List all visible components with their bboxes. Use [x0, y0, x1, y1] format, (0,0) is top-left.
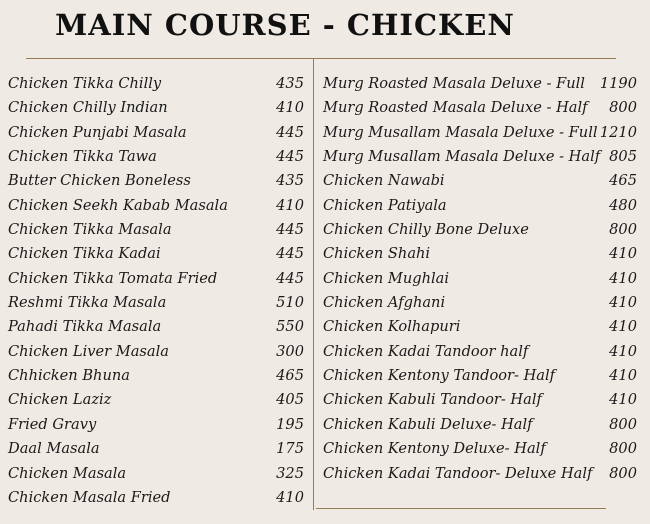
menu-item-name: Murg Roasted Masala Deluxe - Half — [323, 99, 588, 117]
menu-item-name: Reshmi Tikka Masala — [8, 294, 167, 312]
menu-item — [323, 145, 637, 169]
menu-item-name: Chicken Kabuli Deluxe- Half — [323, 415, 533, 433]
menu-item-price: 410 — [276, 99, 304, 117]
menu-item-price: 410 — [609, 294, 637, 312]
menu-item — [8, 340, 304, 364]
menu-item-price: 410 — [609, 269, 637, 287]
menu-item — [323, 169, 637, 193]
top-divider — [26, 58, 616, 59]
menu-item — [8, 169, 304, 193]
left-menu-column — [8, 72, 304, 510]
menu-item — [8, 96, 304, 120]
menu-item-price: 465 — [609, 172, 637, 190]
menu-item-price: 325 — [276, 464, 304, 482]
menu-item — [323, 462, 637, 486]
menu-item-price: 465 — [276, 367, 304, 385]
menu-item-name: Chicken Punjabi Masala — [8, 123, 187, 141]
menu-item — [8, 437, 304, 461]
menu-item — [323, 194, 637, 218]
menu-item-price: 445 — [276, 245, 304, 263]
menu-item-price: 800 — [609, 221, 637, 239]
menu-item — [8, 194, 304, 218]
menu-item-name: Chicken Seekh Kabab Masala — [8, 196, 228, 214]
menu-item-name: Chicken Kentony Deluxe- Half — [323, 440, 546, 458]
menu-item-name: Chhicken Bhuna — [8, 367, 130, 385]
menu-item-price: 410 — [609, 367, 637, 385]
menu-item — [323, 218, 637, 242]
menu-item-price: 410 — [609, 245, 637, 263]
menu-item-price: 410 — [609, 342, 637, 360]
menu-item-name: Chicken Kabuli Tandoor- Half — [323, 391, 542, 409]
menu-item — [8, 121, 304, 145]
menu-item — [8, 413, 304, 437]
page-title: MAIN COURSE - CHICKEN — [55, 8, 515, 42]
menu-item-name: Chicken Tikka Tomata Fried — [8, 269, 218, 287]
menu-item-price: 800 — [609, 99, 637, 117]
menu-item-name: Chicken Kadai Tandoor- Deluxe Half — [323, 464, 593, 482]
menu-item-price: 445 — [276, 148, 304, 166]
menu-item-name: Chicken Nawabi — [323, 172, 445, 190]
menu-item-price: 410 — [609, 391, 637, 409]
menu-item-name: Chicken Masala Fried — [8, 488, 171, 506]
menu-item — [323, 72, 637, 96]
menu-item-price: 410 — [609, 318, 637, 336]
menu-item — [8, 267, 304, 291]
menu-item-name: Chicken Afghani — [323, 294, 446, 312]
menu-item — [8, 486, 304, 510]
menu-item-name: Chicken Patiyala — [323, 196, 447, 214]
menu-item — [323, 315, 637, 339]
menu-item-price: 445 — [276, 123, 304, 141]
menu-item-name: Chicken Tikka Tawa — [8, 148, 157, 166]
menu-item-price: 510 — [276, 294, 304, 312]
menu-item-name: Chicken Laziz — [8, 391, 112, 409]
menu-item — [8, 145, 304, 169]
menu-item-name: Murg Musallam Masala Deluxe - Full — [323, 123, 598, 141]
menu-item-name: Murg Roasted Masala Deluxe - Full — [323, 75, 585, 92]
menu-item-price: 1210 — [599, 123, 637, 141]
menu-item — [8, 364, 304, 388]
menu-item — [323, 291, 637, 315]
menu-item-price: 175 — [276, 440, 304, 458]
menu-item-name: Chicken Mughlai — [323, 269, 450, 287]
menu-item-price: 1190 — [599, 75, 637, 92]
menu-item — [323, 437, 637, 461]
menu-item-price: 410 — [276, 488, 304, 506]
menu-item-price: 405 — [276, 391, 304, 409]
menu-item-name: Chicken Tikka Chilly — [8, 75, 162, 92]
bottom-divider — [316, 508, 606, 509]
menu-item — [323, 96, 637, 120]
menu-item-name: Chicken Kadai Tandoor half — [323, 342, 529, 360]
menu-item-name: Chicken Masala — [8, 464, 127, 482]
menu-item-name: Daal Masala — [8, 440, 100, 458]
menu-item — [323, 413, 637, 437]
menu-item — [323, 388, 637, 412]
menu-item — [323, 340, 637, 364]
menu-item-price: 435 — [276, 75, 304, 92]
menu-item — [8, 315, 304, 339]
menu-item-price: 800 — [609, 415, 637, 433]
menu-item-name: Chicken Shahi — [323, 245, 431, 263]
menu-item — [323, 121, 637, 145]
menu-item-price: 445 — [276, 221, 304, 239]
menu-item-name: Chicken Kentony Tandoor- Half — [323, 367, 556, 385]
menu-item-name: Butter Chicken Boneless — [8, 172, 191, 190]
menu-item — [323, 267, 637, 291]
menu-item — [8, 291, 304, 315]
menu-item — [8, 72, 304, 96]
menu-item — [8, 388, 304, 412]
menu-item-price: 805 — [609, 148, 637, 166]
menu-item — [8, 242, 304, 266]
menu-item-name: Chicken Chilly Indian — [8, 99, 168, 117]
menu-item-name: Fried Gravy — [8, 415, 97, 433]
menu-item-name: Chicken Tikka Kadai — [8, 245, 161, 263]
menu-item-price: 800 — [609, 440, 637, 458]
menu-item-price: 445 — [276, 269, 304, 287]
menu-item-name: Murg Musallam Masala Deluxe - Half — [323, 148, 601, 166]
right-menu-column — [323, 72, 637, 486]
menu-item-price: 800 — [609, 464, 637, 482]
menu-item-price: 550 — [276, 318, 304, 336]
menu-item-price: 480 — [609, 196, 637, 214]
menu-item-price: 435 — [276, 172, 304, 190]
menu-item-price: 195 — [276, 415, 304, 433]
menu-item — [8, 462, 304, 486]
menu-item-name: Chicken Liver Masala — [8, 342, 169, 360]
menu-item — [323, 242, 637, 266]
menu-item-name: Pahadi Tikka Masala — [8, 318, 162, 336]
menu-item-name: Chicken Chilly Bone Deluxe — [323, 221, 529, 239]
menu-item-name: Chicken Tikka Masala — [8, 221, 172, 239]
menu-item-price: 410 — [276, 196, 304, 214]
column-divider — [313, 59, 314, 510]
menu-item — [323, 364, 637, 388]
menu-item-name: Chicken Kolhapuri — [323, 318, 461, 336]
menu-item — [8, 218, 304, 242]
menu-item-price: 300 — [276, 342, 304, 360]
